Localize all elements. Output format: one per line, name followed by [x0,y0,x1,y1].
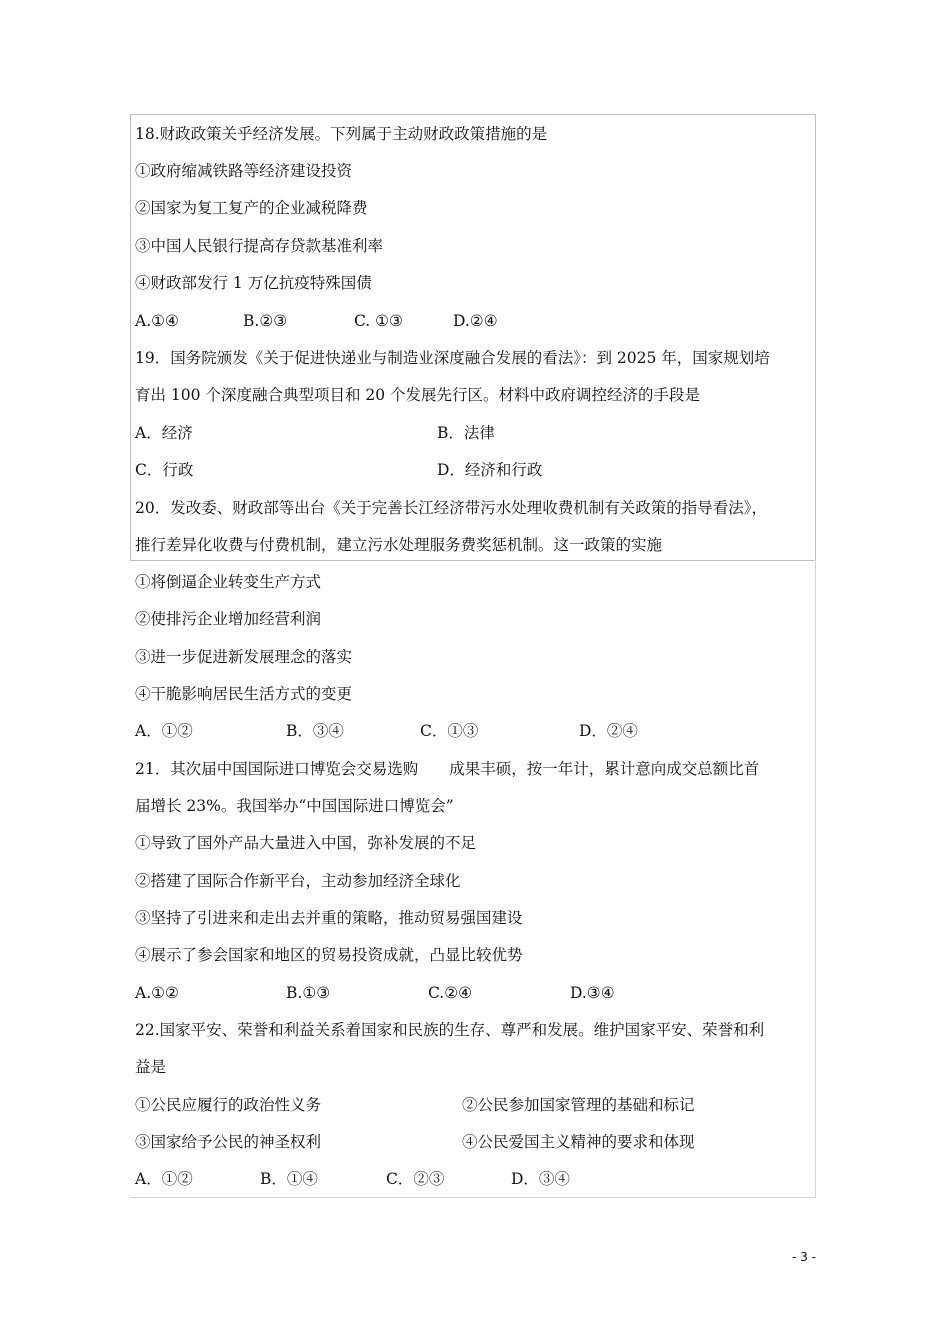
q22-stem-line1: 22.国家平安、荣誉和利益关系着国家和民族的生存、尊严和发展。维护国家平安、荣誉和利 [135,1021,765,1039]
q21-option-b: B.①③ [286,984,331,1002]
q21-stem-line2: 届增长 23%。我国举办“中国国际进口博览会” [135,797,454,815]
q18-option-d: D.②④ [453,312,498,330]
q21-item-2: ②搭建了国际合作新平台，主动参加经济全球化 [135,872,461,890]
q20-stem-line2: 推行差异化收费与付费机制，建立污水处理服务费奖惩机制。这一政策的实施 [135,536,663,554]
q22-item-2: ②公民参加国家管理的基础和标记 [462,1096,695,1114]
page-number: - 3 - [792,1250,816,1264]
q20-item-2: ②使排污企业增加经营利润 [135,610,322,628]
q21-stem-line1: 21．其次届中国国际进口博览会交易选购 成果丰硕，按一年计，累计意向成交总额比首 [135,760,760,778]
q18-item-4: ④财政部发行 1 万亿抗疫特殊国债 [135,274,372,292]
q19-stem-line1: 19．国务院颁发《关于促进快递业与制造业深度融合发展的看法》：到 2025 年，国家规划培 [135,349,770,367]
q21-item-1: ①导致了国外产品大量进入中国，弥补发展的不足 [135,834,477,852]
q19-option-d: D．经济和行政 [437,461,543,479]
q18-option-b: B.②③ [243,312,288,330]
q18-stem: 18.财政政策关乎经济发展。下列属于主动财政政策措施的是 [135,125,548,143]
q19-stem-line2: 育出 100 个深度融合典型项目和 20 个发展先行区。材料中政府调控经济的手段是 [135,386,701,404]
q22-stem-line2: 益是 [135,1058,167,1076]
q20-item-4: ④干脆影响居民生活方式的变更 [135,685,353,703]
q22-item-3: ③国家给予公民的神圣权利 [135,1133,322,1151]
q21-option-a: A.①② [135,984,179,1002]
q21-option-c: C.②④ [428,984,473,1002]
q22-item-1: ①公民应履行的政治性义务 [135,1096,322,1114]
q21-item-4: ④展示了参会国家和地区的贸易投资成就，凸显比较优势 [135,946,523,964]
q18-item-3: ③中国人民银行提高存贷款基准利率 [135,237,384,255]
q21-item-3: ③坚持了引进来和走出去并重的策略，推动贸易强国建设 [135,909,523,927]
q19-option-c: C．行政 [135,461,194,479]
q20-option-a: A．①② [135,722,193,740]
q18-option-c: C. ①③ [354,312,403,330]
q22-option-d: D．③④ [511,1170,570,1188]
q20-item-3: ③进一步促进新发展理念的落实 [135,648,353,666]
q18-option-a: A.①④ [135,312,179,330]
q20-stem-line1: 20．发改委、财政部等出台《关于完善长江经济带污水处理收费机制有关政策的指导看法》， [135,499,767,517]
q19-option-b: B．法律 [437,424,495,442]
q18-item-2: ②国家为复工复产的企业减税降费 [135,199,368,217]
q21-option-d: D.③④ [570,984,615,1002]
question-box-top [130,114,816,561]
q22-option-a: A．①② [135,1170,193,1188]
q20-option-c: C．①③ [420,722,479,740]
q20-item-1: ①将倒逼企业转变生产方式 [135,573,322,591]
q22-option-b: B．①④ [260,1170,318,1188]
q22-item-4: ④公民爱国主义精神的要求和体现 [462,1133,695,1151]
q22-option-c: C．②③ [386,1170,445,1188]
q20-option-b: B．③④ [286,722,344,740]
q20-option-d: D．②④ [579,722,638,740]
q19-option-a: A．经济 [135,424,193,442]
q18-item-1: ①政府缩减铁路等经济建设投资 [135,162,353,180]
